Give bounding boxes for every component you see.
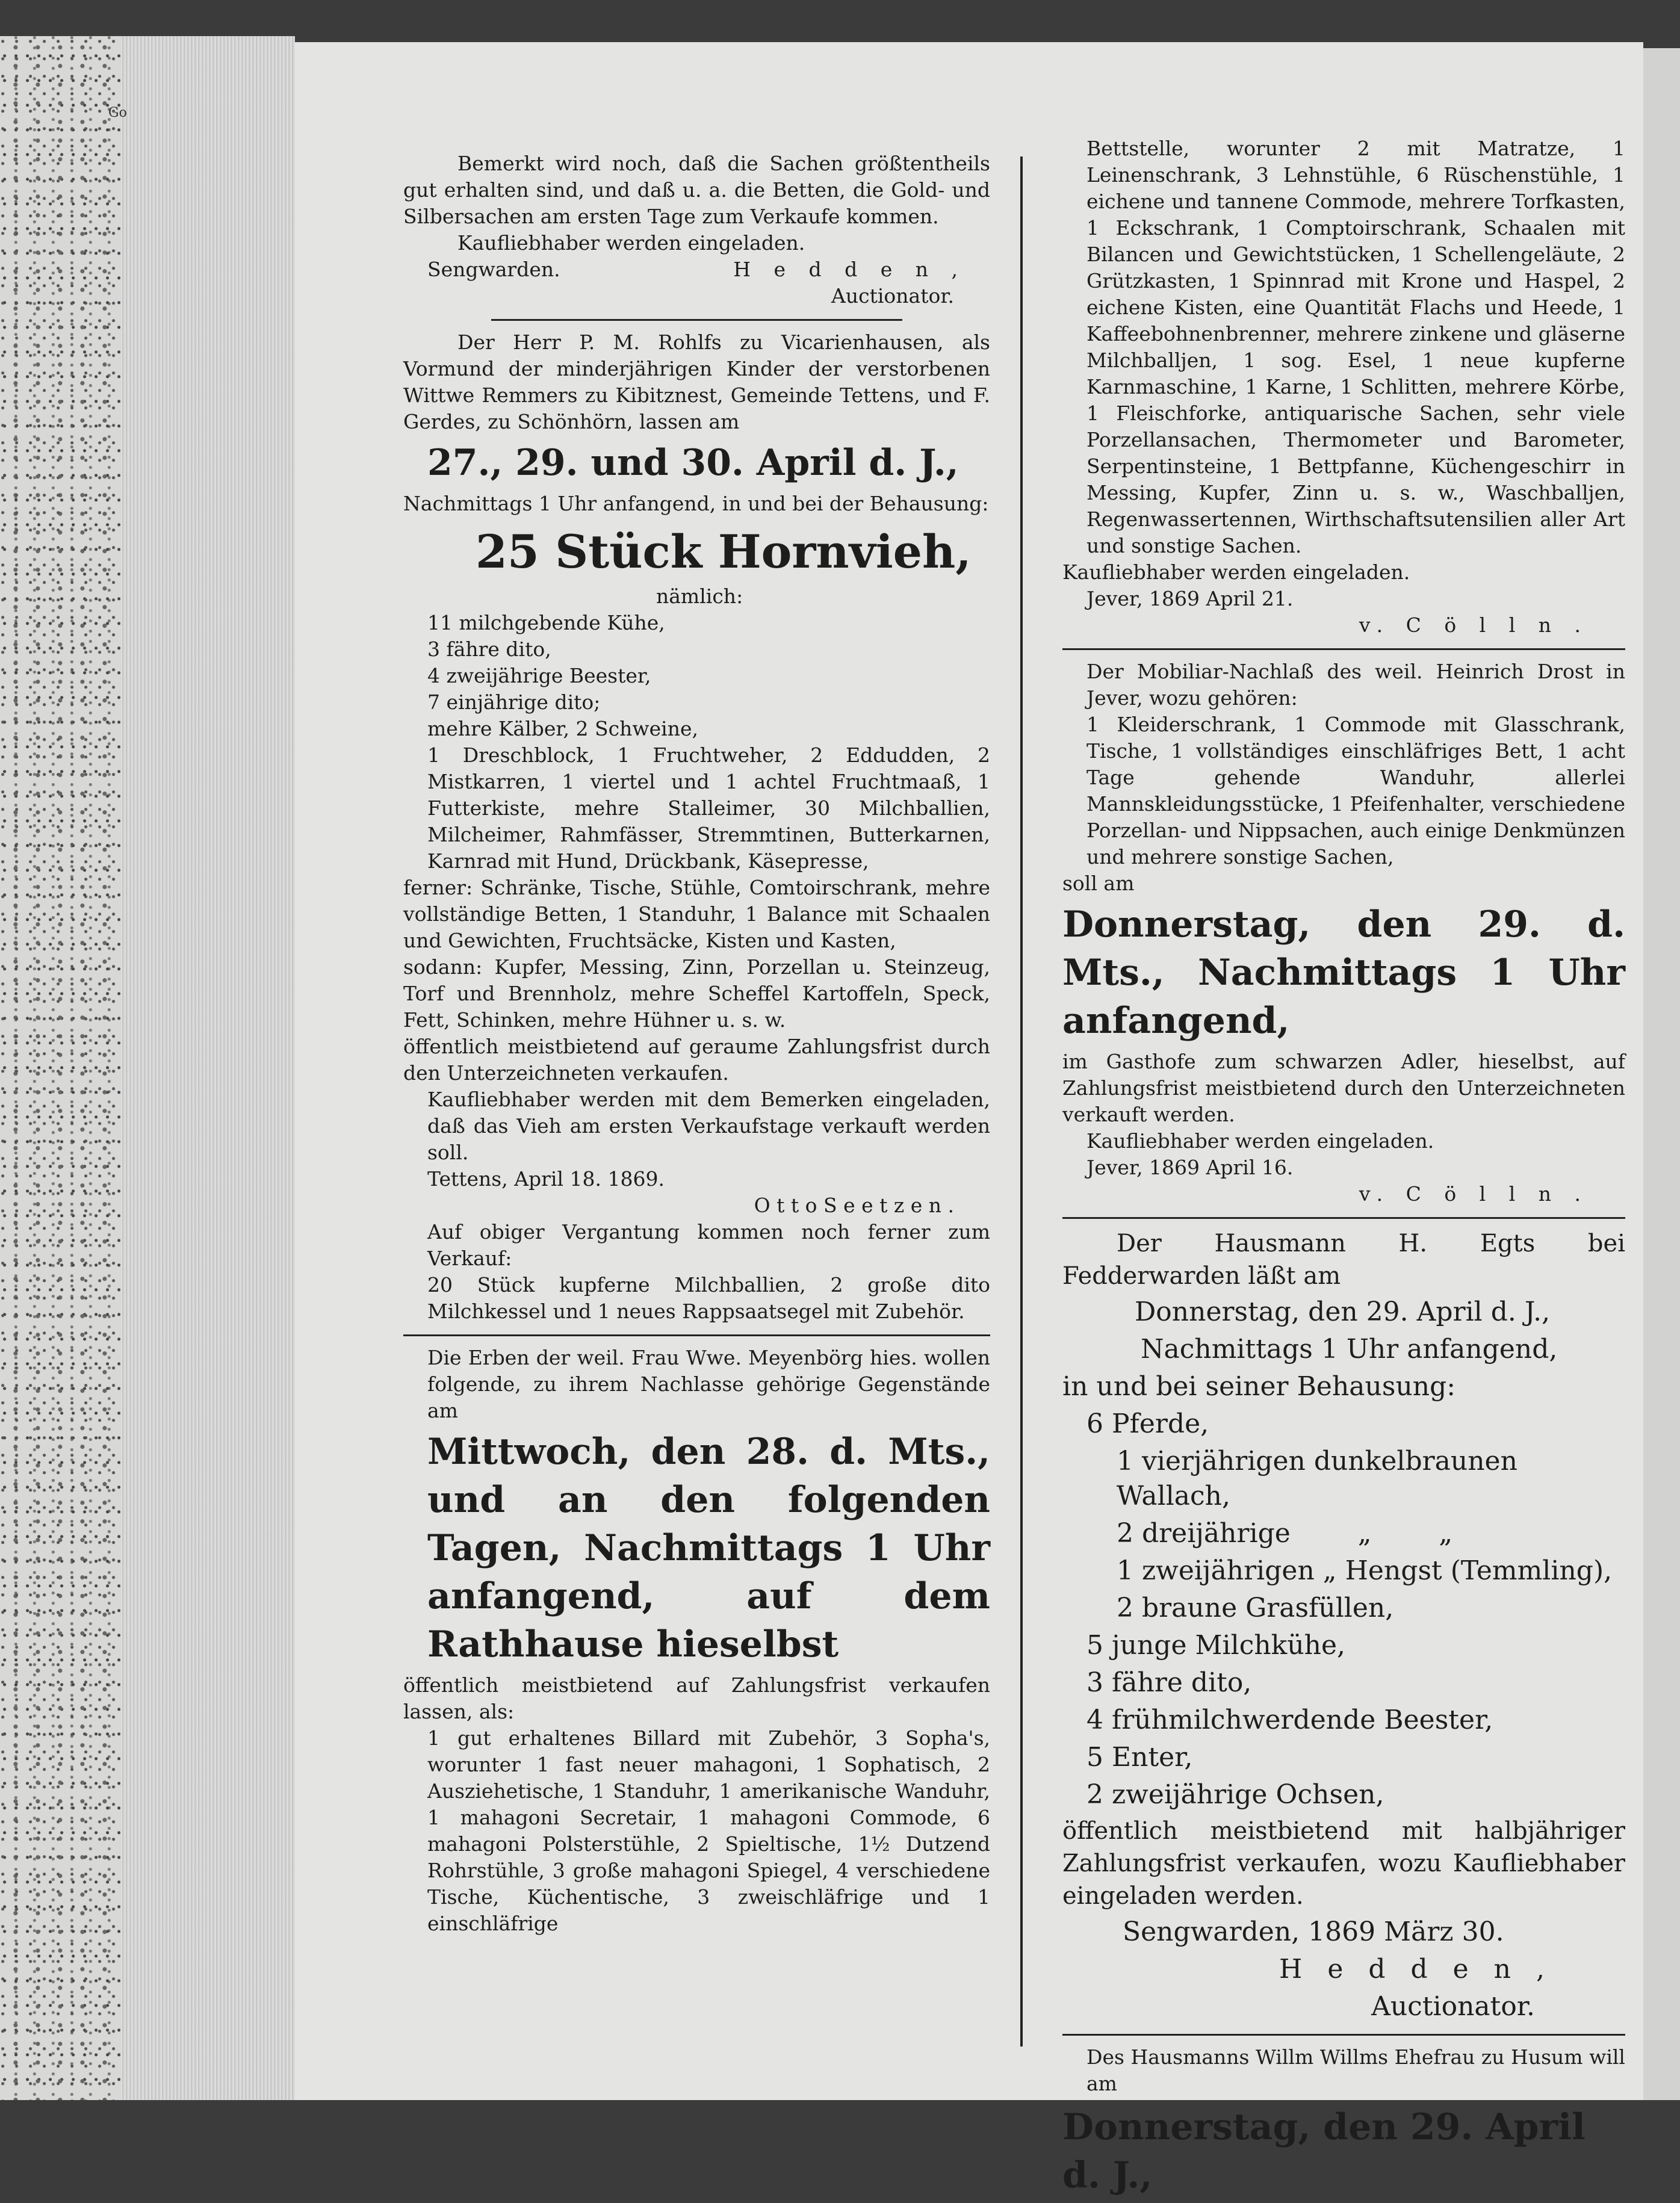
willms-date: Donnerstag, den 29. April d. J., (1062, 2106, 1585, 2196)
hornvieh-time: Nachmittags 1 Uhr anfangend, in und bei der Behausung: (403, 492, 989, 515)
egts-intro: Der Hausmann H. Egts bei Fedderwarden läßt am (1062, 1230, 1625, 1290)
drost-items: 1 Kleiderschrank, 1 Commode mit Glasschrank, Tische, 1 vollständiges einschläfriges Bett, 1 acht Tage gehende Wanduhr, allerlei Mannskleidungsstücke, 1 Pfeifenhalter, verschiedene Porzellan- und Nippsachen, auch einige Denkmünzen und mehrere sonstige Sachen, (1086, 713, 1625, 869)
hornvieh-invite: Kaufliebhaber werden mit dem Bemerken eingeladen, daß das Vieh am ersten Verkaufstage verkauft werden soll. (427, 1088, 990, 1164)
hornvieh-item: 4 zweijährige Beester, (427, 664, 651, 687)
drost-soll: soll am (1062, 872, 1135, 895)
hornvieh-headline: 25 Stück Hornvieh, (476, 525, 972, 578)
egts-item: 1 vierjährigen dunkelbraunen Wallach, (1117, 1446, 1517, 1511)
egts-body: öffentlich meistbietend mit halbjähriger Zahlungsfrist verkaufen, wozu Kaufliebhaber eingeladen werden. (1062, 1817, 1625, 1910)
hornvieh-sale-terms: öffentlich meistbietend auf geraume Zahlungsfrist durch den Unterzeichneten verkaufen. (403, 1035, 990, 1085)
page-stack-edge (120, 36, 295, 2100)
notice-invite: Kaufliebhaber werden eingeladen. (457, 231, 805, 255)
meyenborg-invite: Kaufliebhaber werden eingeladen. (1062, 560, 1410, 584)
drost-signature: v. C ö l l n . (1359, 1182, 1589, 1206)
hornvieh-intro: Der Herr P. M. Rohlfs zu Vicarienhausen, als Vormund der minderjährigen Kinder der verstorbenen Wittwe Remmers zu Kibitznest, Gemeinde Tettens, und F. Gerdes, zu Schönhörn, lassen am (403, 330, 990, 433)
drost-body: im Gasthofe zum schwarzen Adler, hieselbst, auf Zahlungsfrist meistbietend durch den Unterzeichneten verkauft werden. (1062, 1050, 1625, 1126)
egts-item: 2 zweijährige Ochsen, (1086, 1779, 1384, 1810)
separator-rule (1062, 2034, 1625, 2036)
separator-rule (491, 319, 902, 321)
left-column (403, 150, 990, 1937)
egts-item: 2 braune Grasfüllen, (1117, 1593, 1394, 1623)
hornvieh-signature: O t t o S e e t z e n . (754, 1194, 954, 1217)
egts-item: 6 Pferde, (1086, 1408, 1209, 1439)
hornvieh-namely: nämlich: (656, 584, 743, 608)
notice-place-text: Sengwarden. (427, 258, 560, 281)
meyenborg-date: Mittwoch, den 28. d. Mts., und an den folgenden Tagen, Nachmittags 1 Uhr anfangend, auf dem Rathhause hieselbst (427, 1431, 990, 1665)
separator-rule (1062, 1217, 1625, 1219)
drost-date: Donnerstag, den 29. d. Mts., Nachmittags 1 Uhr anfangend, (1062, 903, 1625, 1042)
notice-remark: Bemerkt wird noch, daß die Sachen größtentheils gut erhalten sind, und daß u. a. die Betten, die Gold- und Silbersachen am ersten Tage zum Verkaufe kommen. (403, 152, 990, 228)
egts-place-date: Sengwarden, 1869 März 30. (1123, 1916, 1504, 1947)
egts-location: in und bei seiner Behausung: (1062, 1371, 1456, 1402)
egts-item: 1 zweijährigen „ Hengst (Temmling), (1117, 1555, 1613, 1586)
hornvieh-item: 7 einjährige dito; (427, 690, 601, 714)
hornvieh-item: 11 milchgebende Kühe, (427, 611, 665, 634)
hornvieh-extra-items: 20 Stück kupferne Milchballien, 2 große dito Milchkessel und 1 neues Rappsaatsegel mit Zubehör. (427, 1273, 990, 1323)
facing-page-edge (1643, 48, 1680, 2100)
edge-fragment-text: Go (108, 105, 127, 120)
egts-item: 3 fähre dito, (1086, 1667, 1252, 1698)
right-column (1062, 135, 1625, 2203)
egts-date: Donnerstag, den 29. April d. J., (1135, 1297, 1551, 1327)
hornvieh-place-date: Tettens, April 18. 1869. (427, 1167, 665, 1191)
meyenborg-body: öffentlich meistbietend auf Zahlungsfrist verkaufen lassen, als: (403, 1673, 990, 1723)
hornvieh-furniture: ferner: Schränke, Tische, Stühle, Comtoirschrank, mehre vollständige Betten, 1 Standuhr, 1 Balance mit Schaalen und Gewichten, Fruchtsäcke, Kisten und Kasten, (403, 876, 990, 952)
marbled-book-edge (0, 36, 120, 2100)
egts-time: Nachmittags 1 Uhr anfangend, (1141, 1334, 1558, 1365)
egts-item: 4 frühmilchwerdende Beester, (1086, 1705, 1493, 1735)
notice-place (403, 256, 990, 283)
hornvieh-tools: 1 Dreschblock, 1 Fruchtweher, 2 Eddudden, 2 Mistkarren, 1 viertel und 1 achtel Fruchtmaaß, 1 Futterkiste, mehre Stalleimer, 30 Milchballien, Milcheimer, Rahmfässer, Stremmtinen, Butterkarnen, Karnrad mit Hund, Drückbank, Käsepresse, (427, 743, 990, 873)
egts-item: 2 dreijährige „ „ (1117, 1518, 1453, 1549)
meyenborg-signature: v. C ö l l n . (1359, 613, 1589, 637)
drost-intro: Der Mobiliar-Nachlaß des weil. Heinrich Drost in Jever, wozu gehören: (1086, 660, 1625, 710)
drost-place-date: Jever, 1869 April 16. (1086, 1156, 1294, 1179)
hornvieh-extra-intro: Auf obiger Vergantung kommen noch ferner zum Verkauf: (427, 1220, 990, 1270)
egts-role: Auctionator. (1371, 1991, 1535, 2022)
willms-intro: Des Hausmanns Willm Willms Ehefrau zu Husum will am (1086, 2045, 1625, 2095)
hornvieh-item: 3 fähre dito, (427, 637, 551, 661)
egts-signature: H e d d e n , (1279, 1954, 1553, 1985)
separator-rule (403, 1334, 990, 1336)
separator-rule (1062, 648, 1625, 650)
egts-item: 5 Enter, (1086, 1742, 1193, 1773)
meyenborg-items: 1 gut erhaltenes Billard mit Zubehör, 3 Sopha's, worunter 1 fast neuer mahagoni, 1 Sophatisch, 2 Ausziehetische, 1 Standuhr, 1 amerikanische Wanduhr, 1 mahagoni Secretair, 1 mahagoni Commode, 6 mahagoni Polsterstühle, 2 Spieltische, 1½ Dutzend Rohrstühle, 3 große mahagoni Spiegel, 4 verschiedene Tische, Küchentische, 3 zweischläfrige und 1 einschläfrige (427, 1726, 990, 1935)
egts-item: 5 junge Milchkühe, (1086, 1630, 1346, 1661)
notice-role: Auctionator. (831, 284, 954, 308)
meyenborg-intro: Die Erben der weil. Frau Wwe. Meyenbörg hies. wollen folgende, zu ihrem Nachlasse gehörige Gegenstände am (427, 1346, 990, 1422)
hornvieh-date: 27., 29. und 30. April d. J., (427, 442, 959, 484)
meyenborg-items-continued: Bettstelle, worunter 2 mit Matratze, 1 Leinenschrank, 3 Lehnstühle, 6 Rüschenstühle, 1 eichene und tannene Commode, mehrere Torfkasten, 1 Eckschrank, 1 Comptoirschrank, Schaalen mit Bilancen und Gewichtstücken, 1 Schellengeläute, 2 Grützkasten, 1 Spinnrad mit Krone und Haspel, 2 eichene Kisten, eine Quantität Flachs und Heede, 1 Kaffeebohnenbrenner, mehrere zinkene und gläserne Milchballjen, 1 sog. Esel, 1 neue kupferne Karnmaschine, 1 Karne, 1 Schlitten, mehrere Körbe, 1 Fleischforke, antiquarische Sachen, sehr viele Porzellansachen, Thermometer und Barometer, Serpentinsteine, 1 Bettpfanne, Küchengeschirr in Messing, Kupfer, Zinn u. s. w., Waschballjen, Regenwassertennen, Wirthschaftsutensilien aller Art und sonstige Sachen. (1086, 137, 1625, 557)
hornvieh-misc: sodann: Kupfer, Messing, Zinn, Porzellan u. Steinzeug, Torf und Brennholz, mehre Scheffel Kartoffeln, Speck, Fett, Schinken, mehre Hühner u. s. w. (403, 955, 990, 1032)
meyenborg-place-date: Jever, 1869 April 21. (1086, 587, 1294, 610)
drost-invite: Kaufliebhaber werden eingeladen. (1086, 1129, 1434, 1153)
column-divider (1020, 156, 1023, 2047)
notice-signature: H e d d e n , (733, 258, 966, 281)
hornvieh-item: mehre Kälber, 2 Schweine, (427, 717, 698, 740)
